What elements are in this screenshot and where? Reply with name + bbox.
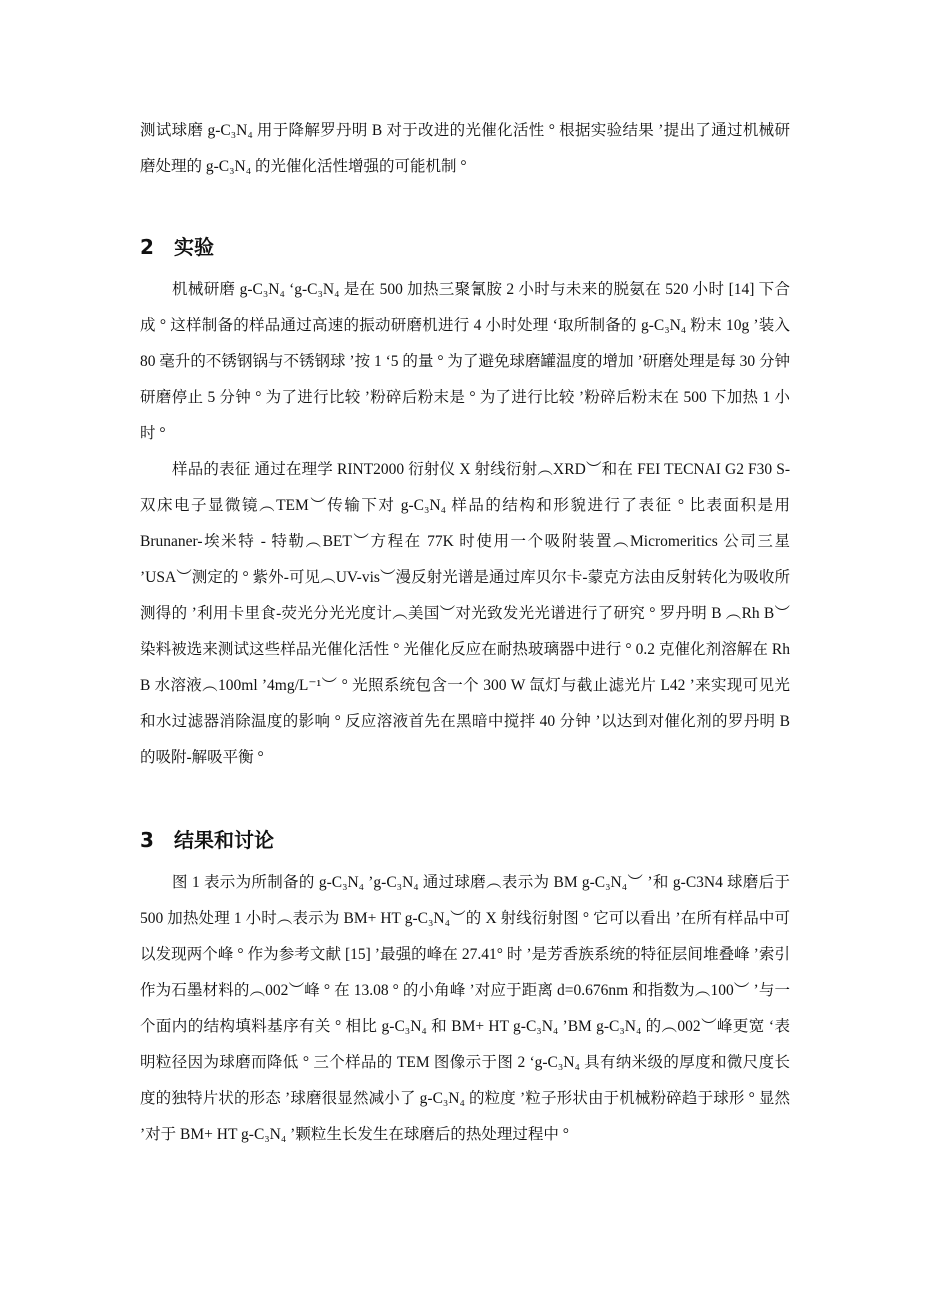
section-3-heading <box>140 825 790 855</box>
section-2-heading <box>140 232 790 262</box>
section-2-paragraph-2: 样品的表征 通过在理学 RINT2000 衍射仪 X 射线衍射︵XRD︶和在 FEI TECNAI G2 F30 S-双床电子显微镜︵TEM︶传输下对 g-C₃N₄ 样品的结构和形貌进行了表征 ° 比表面积是用 Brunaner-埃米特 - 特勒︵BET︶方程在 77K 时使用一个吸附装置︵Micromeritics 公司三星 ’USA︶测定的 ° 紫外-可见︵UV-vis︶漫反射光谱是通过库贝尔卡-蒙克方法由反射转化为吸收所测得的 ’利用卡里食-荧光分光光度计︵美国︶对光致发光光谱进行了研究 ° 罗丹明 B ︵Rh B︶染料被选来测试这些样品光催化活性 ° 光催化反应在耐热玻璃器中进行 ° 0.2 克催化剂溶解在 Rh B 水溶液︵100ml ’4mg/L⁻¹︶ ° 光照系统包含一个 300 W 氙灯与截止滤光片 L42 ’来实现可见光和水过滤器消除温度的影响 ° 反应溶液首先在黑暗中搅拌 40 分钟 ’以达到对催化剂的罗丹明 B 的吸附-解吸平衡 ° <box>140 461 790 766</box>
intro-text: 测试球磨 g-C₃N₄ 用于降解罗丹明 B 对于改进的光催化活性 ° 根据实验结果 ’提出了通过机械研磨处理的 g-C₃N₄ 的光催化活性增强的可能机制 ° <box>140 122 790 175</box>
section-3-title: 结果和讨论 <box>174 828 274 852</box>
intro-paragraph-tail <box>140 113 790 185</box>
section-3-paragraph-1: 图 1 表示为所制备的 g-C₃N₄ ’g-C₃N₄ 通过球磨︵表示为 BM g-C₃N₄︶ ’和 g-C3N4 球磨后于 500 加热处理 1 小时︵表示为 BM+ HT g-C₃N₄︶的 X 射线衍射图 ° 它可以看出 ’在所有样品中可以发现两个峰 ° 作为参考文献 [15] ’最强的峰在 27.41° 时 ’是芳香族系统的特征层间堆叠峰 ’索引作为石墨材料的︵002︶峰 ° 在 13.08 ° 的小角峰 ’对应于距离 d=0.676nm 和指数为︵100︶ ’与一个面内的结构填料基序有关 ° 相比 g-C₃N₄ 和 BM+ HT g-C₃N₄ ’BM g-C₃N₄ 的︵002︶峰更宽 ‘表明粒径因为球磨而降低 ° 三个样品的 TEM 图像示于图 2 ‘g-C₃N₄ 具有纳米级的厚度和微尺度长度的独特片状的形态 ’球磨很显然减小了 g-C₃N₄ 的粒度 ’粒子形状由于机械粉碎趋于球形 ° 显然 ’对于 BM+ HT g-C₃N₄ ’颗粒生长发生在球磨后的热处理过程中 ° <box>140 874 790 1143</box>
section-2-number: 2 <box>140 235 154 259</box>
section-2-body <box>140 272 790 776</box>
section-2-title: 实验 <box>174 235 214 259</box>
section-3-body <box>140 865 790 1153</box>
section-2-paragraph-1: 机械研磨 g-C₃N₄ ‘g-C₃N₄ 是在 500 加热三聚氰胺 2 小时与未来的脱氨在 520 小时 [14] 下合成 ° 这样制备的样品通过高速的振动研磨机进行 4 小时处理 ‘取所制备的 g-C₃N₄ 粉末 10g ’装入 80 毫升的不锈钢锅与不锈钢球 ’按 1 ‘5 的量 ° 为了避免球磨罐温度的增加 ’研磨处理是每 30 分钟研磨停止 5 分钟 ° 为了进行比较 ’粉碎后粉末是 ° 为了进行比较 ’粉碎后粉末在 500 下加热 1 小时 ° <box>140 281 790 442</box>
section-3-number: 3 <box>140 828 154 852</box>
